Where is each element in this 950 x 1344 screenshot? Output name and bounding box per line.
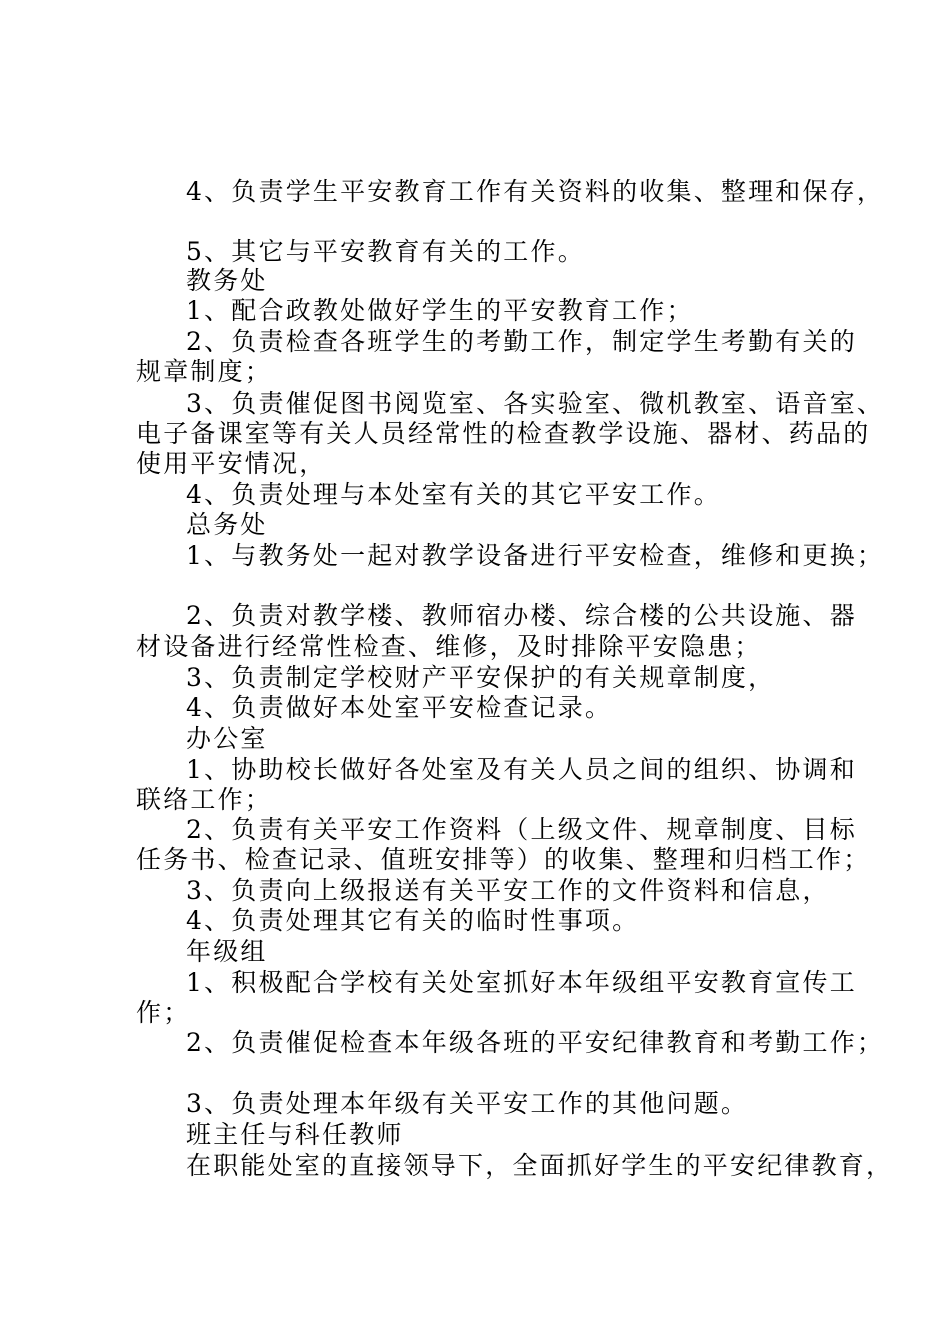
paragraph-line: 2、负责有关平安工作资料（上级文件、规章制度、目标: [186, 815, 857, 844]
paragraph-line: 2、负责催促检查本年级各班的平安纪律教育和考勤工作；: [186, 1028, 885, 1057]
paragraph-line: 4、负责处理其它有关的临时性事项。: [186, 906, 640, 935]
section-heading: 总务处: [186, 510, 268, 539]
paragraph-line: 任务书、检查记录、值班安排等）的收集、整理和归档工作；: [136, 845, 871, 874]
section-heading: 班主任与科任教师: [186, 1120, 404, 1149]
paragraph-line: 2、负责对教学楼、教师宿办楼、综合楼的公共设施、器: [186, 601, 857, 630]
paragraph-line: 电子备课室等有关人员经常性的检查教学设施、器材、药品的: [136, 419, 871, 448]
paragraph-line: 3、负责向上级报送有关平安工作的文件资料和信息，: [186, 876, 830, 905]
paragraph-line: 2、负责检查各班学生的考勤工作，制定学生考勤有关的: [186, 327, 857, 356]
paragraph-line: 1、配合政教处做好学生的平安教育工作；: [186, 296, 694, 325]
paragraph-line: 3、负责制定学校财产平安保护的有关规章制度，: [186, 663, 776, 692]
paragraph-line: 3、负责催促图书阅览室、各实验室、微机教室、语音室、: [186, 389, 885, 418]
paragraph-line: 1、协助校长做好各处室及有关人员之间的组织、协调和: [186, 755, 857, 784]
paragraph-line: 使用平安情况，: [136, 449, 327, 478]
paragraph-line: 4、负责处理与本处室有关的其它平安工作。: [186, 480, 721, 509]
paragraph-line: 3、负责处理本年级有关平安工作的其他问题。: [186, 1089, 749, 1118]
paragraph-line: 联络工作；: [136, 785, 273, 814]
paragraph-line: 4、负责学生平安教育工作有关资料的收集、整理和保存，: [186, 177, 885, 206]
paragraph-line: 1、积极配合学校有关处室抓好本年级组平安教育宣传工: [186, 968, 857, 997]
paragraph-line: 4、负责做好本处室平安检查记录。: [186, 693, 613, 722]
paragraph-line: 材设备进行经常性检查、维修，及时排除平安隐患；: [136, 632, 762, 661]
paragraph-line: 规章制度；: [136, 357, 273, 386]
paragraph-line: 在职能处室的直接领导下，全面抓好学生的平安纪律教育，: [186, 1151, 894, 1180]
section-heading: 教务处: [186, 266, 268, 295]
paragraph-line: 1、与教务处一起对教学设备进行平安检查，维修和更换；: [186, 541, 885, 570]
section-heading: 办公室: [186, 724, 268, 753]
paragraph-line: 5、其它与平安教育有关的工作。: [186, 237, 585, 266]
paragraph-line: 作；: [136, 998, 191, 1027]
section-heading: 年级组: [186, 937, 268, 966]
